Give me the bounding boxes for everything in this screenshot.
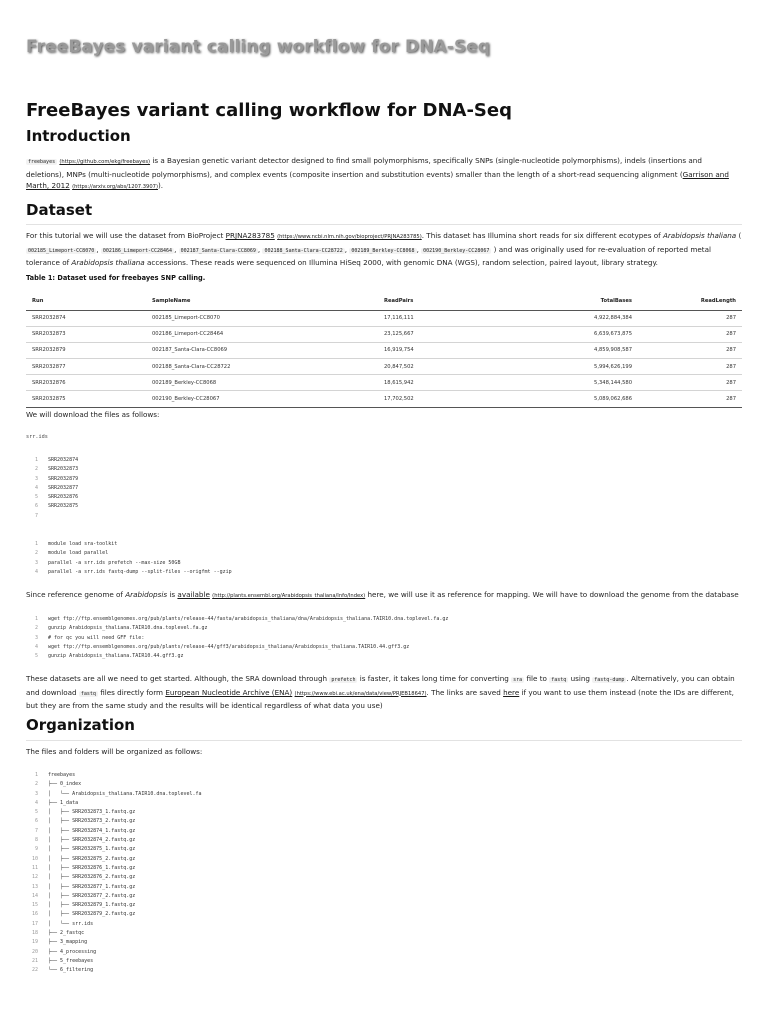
code-line <box>26 780 742 789</box>
dataset-text-1: For this tutorial we will use the dataset from BioProject <box>26 231 226 240</box>
line-number: 2 <box>34 625 38 632</box>
code-line <box>26 836 742 845</box>
code-text: SRR2032879 <box>48 475 79 482</box>
table-header-row <box>26 292 742 310</box>
code-text: freebayes <box>48 772 76 778</box>
code-text: │ └── srr.ids <box>48 920 94 927</box>
notes-paragraph <box>26 673 742 712</box>
srr-code-block[interactable] <box>26 456 742 521</box>
after-text-3: file to <box>524 674 550 683</box>
line-number: 11 <box>31 864 38 871</box>
code-line <box>26 512 742 521</box>
intro-heading: Introduction <box>26 127 131 145</box>
cell-totalbases: 4,922,884,384 <box>508 310 638 326</box>
line-number: 3 <box>34 559 38 566</box>
ena-link[interactable]: European Nucleotide Archive (ENA) <box>165 687 293 697</box>
cell-samplename: 002189_Berkley-CC8068 <box>146 375 378 391</box>
code-line <box>26 493 742 502</box>
code-line <box>26 475 742 484</box>
table-caption: Table 1: Dataset used for freebayes SNP calling. <box>26 274 206 282</box>
after-text-2: is faster, it takes long time for converting <box>357 674 512 683</box>
code-line <box>26 484 742 493</box>
code-line <box>26 817 742 826</box>
cell-readpairs: 17,116,111 <box>378 310 508 326</box>
cell-totalbases: 5,089,062,686 <box>508 391 638 407</box>
ref-text-2: is <box>167 590 178 599</box>
code-text: ├── 1_data <box>48 799 79 806</box>
code-line <box>26 624 742 633</box>
code-text: SRR2032876 <box>48 494 79 501</box>
species-name-2: Arabidopsis thaliana <box>71 258 145 267</box>
ecotype-code-5: 002189_Berkley-CC8068 <box>351 247 415 254</box>
line-number: 10 <box>31 855 38 862</box>
line-number: 4 <box>34 484 38 491</box>
after-text-7: . The links are saved <box>426 687 504 697</box>
code-line <box>26 643 742 652</box>
code-line <box>26 549 742 558</box>
cell-run: SRR2032875 <box>26 391 146 407</box>
line-number: 18 <box>31 930 38 937</box>
cell-totalbases: 5,348,144,580 <box>508 375 638 391</box>
after-text-8: if you want to use them instead (note the IDs are different, but they are from the same study and the results will be identical regardless of what data you use) <box>26 687 734 710</box>
line-number: 19 <box>31 939 38 946</box>
code-text: │ ├── SRR2032875_1.fastq.gz <box>48 846 136 853</box>
after-text-6: files directly form <box>97 687 166 697</box>
code-text: └── 6_filtering <box>48 967 94 974</box>
code-line <box>26 808 742 817</box>
code-text: gunzip Arabidopsis_thaliana.TAIR10.dna.toplevel.fa.gz <box>48 625 208 632</box>
code-text: │ ├── SRR2032874_1.fastq.gz <box>48 827 136 834</box>
line-number: 2 <box>34 466 38 473</box>
code-line <box>26 873 742 882</box>
ref-text-3: here, we will use it as reference for mapping. We will have to download the genome from the database <box>365 590 739 599</box>
ref-species: Arabidopsis <box>125 590 168 599</box>
fastq-code: fastq <box>551 677 567 683</box>
after-text-1: These datasets are all we need to get started. Although, the SRA download through <box>26 674 330 683</box>
page-title: FreeBayes variant calling workflow for DNA-Seq <box>26 100 512 121</box>
code-text: ├── 0_index <box>48 781 82 788</box>
code-line <box>26 957 742 966</box>
table-row <box>26 342 742 358</box>
cell-readpairs: 20,847,502 <box>378 359 508 375</box>
line-number: 20 <box>31 948 38 955</box>
table-row <box>26 359 742 375</box>
code-text: module load sra-toolkit <box>48 541 118 547</box>
code-text: │ ├── SRR2032879_2.fastq.gz <box>48 911 136 918</box>
citation-url-link[interactable]: (https://arxiv.org/abs/1207.3907) <box>72 184 158 190</box>
citation-link[interactable]: Garrison and Marth, 2012 <box>26 169 729 190</box>
line-number: 1 <box>34 457 38 463</box>
code-line <box>26 892 742 901</box>
line-number: 1 <box>34 616 38 622</box>
line-number: 1 <box>34 541 38 547</box>
code-text: │ ├── SRR2032875_2.fastq.gz <box>48 855 136 862</box>
line-number: 4 <box>34 643 38 650</box>
header-run: Run <box>26 292 146 310</box>
intro-paragraph <box>26 155 742 194</box>
cell-samplename: 002187_Santa-Clara-CC8069 <box>146 342 378 358</box>
code-text: parallel -a srr.ids prefetch --max-size 50GB <box>48 559 181 566</box>
code-text: ├── 2_fastqc <box>48 930 85 937</box>
code-text: │ └── Arabidopsis_thaliana.TAIR10.dna.toplevel.fa <box>48 790 202 797</box>
after-text-4: using <box>568 674 593 683</box>
code-text: ├── 5_freebayes <box>48 957 94 964</box>
download-code-block[interactable] <box>26 540 742 577</box>
intro-text-1: is a Bayesian genetic variant detector designed to find small polymorphisms, specifically SNPs (single-nucleotide polymorphisms), indels (insertions and deletions), MNPs (multi-nucleotide polymorphisms), and complex events (composite insertion and substitution events) smaller than the length of a short-read sequencing alignment ( <box>26 156 702 179</box>
code-line <box>26 634 742 643</box>
code-line <box>26 864 742 873</box>
table-row <box>26 375 742 391</box>
line-number: 3 <box>34 475 38 482</box>
line-number: 6 <box>34 818 38 825</box>
code-line <box>26 502 742 511</box>
dataset-paragraph: For this tutorial we will use the dataset from BioProject PRJNA283785 (https://www.ncbi.nlm.nih.gov/bioproject/PRJNA283785). This dataset has Illumina short reads for six different ecotypes of Arabidopsis thaliana ( 002185_Limeport-CC8070 , 002186_Limeport-CC28464 , 002187_Santa-Clara-CC8069 , 002188_Santa-Clara-CC28722 , 002189_Berkley-CC8068 , 002190_Berkley-CC28067 ) and was originally used for re-evaluation of reported metal tolerance of Arabidopsis thaliana accessions. These reads were sequenced on Illumina HiSeq 2000, with genomic DNA (WGS), random selection, paired layout, library strategy. <box>26 231 742 267</box>
dataset-divider <box>26 224 742 225</box>
freebayes-code: freebayes <box>28 159 56 165</box>
cell-readlength: 287 <box>638 326 742 342</box>
ecotype-code-1: 002185_Limeport-CC8070 <box>28 247 95 254</box>
code-text: │ ├── SRR2032874_2.fastq.gz <box>48 837 136 844</box>
cell-readlength: 287 <box>638 375 742 391</box>
available-link[interactable]: available <box>177 590 210 599</box>
code-line <box>26 948 742 957</box>
after-text-5: . Alternatively, you can obtain and download <box>26 674 735 697</box>
cell-totalbases: 4,859,908,587 <box>508 342 638 358</box>
ecotype-code-2: 002186_Limeport-CC28464 <box>102 247 173 254</box>
line-number: 12 <box>31 874 38 881</box>
available-url-link[interactable]: (http://plants.ensembl.org/Arabidopsis_thaliana/Info/Index) <box>212 593 366 599</box>
code-text: │ ├── SRR2032877_2.fastq.gz <box>48 892 136 899</box>
bioproject-link[interactable]: PRJNA283785 <box>225 231 275 240</box>
cell-readpairs: 23,125,667 <box>378 326 508 342</box>
cell-samplename: 002188_Santa-Clara-CC28722 <box>146 359 378 375</box>
dataset-text-3: ) and was originally used for re-evaluation of reported metal tolerance of <box>26 244 711 267</box>
line-number: 5 <box>34 809 38 816</box>
header-readpairs: ReadPairs <box>378 292 508 310</box>
fastq-dump-code: fastq-dump <box>594 677 625 683</box>
line-number: 15 <box>31 902 38 909</box>
code-line <box>26 827 742 836</box>
code-text: │ ├── SRR2032877_1.fastq.gz <box>48 883 136 890</box>
dataset-text-2: . This dataset has Illumina short reads for six different ecotypes of <box>421 231 663 240</box>
dataset-table <box>26 292 742 408</box>
sra-code: sra <box>513 677 523 683</box>
dataset-text-4: accessions. These reads were sequenced on Illumina HiSeq 2000, with genomic DNA (WGS), random selection, paired layout, library strategy. <box>144 258 658 267</box>
code-text: │ ├── SRR2032876_2.fastq.gz <box>48 874 136 881</box>
line-number: 1 <box>34 772 38 778</box>
code-text: wget ftp://ftp.ensemblgenomes.org/pub/plants/release-44/gff3/arabidopsis_thaliana/Arabidopsis_thaliana.TAIR10.44.gff3.gz <box>48 643 410 650</box>
table-row <box>26 310 742 326</box>
code-line <box>26 790 742 799</box>
ena-url-link[interactable]: (https://www.ebi.ac.uk/ena/data/view/PRJEB18647) <box>294 690 427 697</box>
code-line <box>26 845 742 854</box>
code-text: SRR2032877 <box>48 484 79 491</box>
code-line <box>26 920 742 929</box>
code-line <box>26 652 742 661</box>
code-text: ├── 3_mapping <box>48 939 88 946</box>
code-line <box>26 799 742 808</box>
code-line <box>26 559 742 568</box>
cell-samplename: 002185_Limeport-CC8070 <box>146 310 378 326</box>
code-line <box>26 938 742 947</box>
cell-readpairs: 16,919,754 <box>378 342 508 358</box>
cell-readlength: 287 <box>638 359 742 375</box>
line-number: 8 <box>34 837 38 844</box>
code-line <box>26 855 742 864</box>
header-samplename: SampleName <box>146 292 378 310</box>
code-text: module load parallel <box>48 550 109 557</box>
reference-paragraph <box>26 589 742 603</box>
cell-run: SRR2032873 <box>26 326 146 342</box>
cell-readlength: 287 <box>638 391 742 407</box>
line-number: 2 <box>34 550 38 557</box>
species-name: Arabidopsis thaliana <box>662 231 737 240</box>
code-text: wget ftp://ftp.ensemblgenomes.org/pub/plants/release-44/fasta/arabidopsis_thaliana/dna/Arabidopsis_thaliana.TAIR10.dna.toplevel.fa.gz <box>48 616 449 622</box>
code-text: │ ├── SRR2032876_1.fastq.gz <box>48 864 136 871</box>
code-line <box>26 456 742 465</box>
ecotype-code-6: 002190_Berkley-CC28067 <box>423 247 490 254</box>
line-number: 21 <box>31 957 38 964</box>
bioproject-url-link[interactable]: (https://www.ncbi.nlm.nih.gov/bioproject/PRJNA283785) <box>277 234 422 240</box>
table-row <box>26 391 742 407</box>
code-text: # for qc you will need GFF file: <box>48 634 145 641</box>
code-text: SRR2032873 <box>48 466 79 473</box>
cell-samplename: 002186_Limeport-CC28464 <box>146 326 378 342</box>
cell-run: SRR2032877 <box>26 359 146 375</box>
header-totalbases: TotalBases <box>508 292 638 310</box>
cell-run: SRR2032876 <box>26 375 146 391</box>
code-line <box>26 615 742 624</box>
tree-code-block[interactable] <box>26 771 742 976</box>
code-text: │ ├── SRR2032873_2.fastq.gz <box>48 818 136 825</box>
line-number: 22 <box>31 967 38 974</box>
line-number: 6 <box>34 503 38 510</box>
code-text: │ ├── SRR2032873_1.fastq.gz <box>48 809 136 816</box>
cell-totalbases: 5,994,626,199 <box>508 359 638 375</box>
cell-run: SRR2032879 <box>26 342 146 358</box>
cell-readpairs: 18,615,942 <box>378 375 508 391</box>
line-number: 5 <box>34 494 38 501</box>
code-line <box>26 883 742 892</box>
code-line <box>26 966 742 975</box>
line-number: 5 <box>34 653 38 660</box>
code-text: │ ├── SRR2032879_1.fastq.gz <box>48 902 136 909</box>
line-number: 4 <box>34 568 38 575</box>
intro-text-2: ). <box>157 181 164 190</box>
line-number: 7 <box>34 512 38 519</box>
code-line <box>26 901 742 910</box>
cell-readlength: 287 <box>638 342 742 358</box>
line-number: 3 <box>34 790 38 797</box>
line-number: 7 <box>34 827 38 834</box>
dataset-heading: Dataset <box>26 201 93 219</box>
code-line <box>26 465 742 474</box>
cell-samplename: 002190_Berkley-CC28067 <box>146 391 378 407</box>
ecotype-code-4: 002188_Santa-Clara-CC28722 <box>264 247 343 254</box>
code-line <box>26 910 742 919</box>
line-number: 13 <box>31 883 38 890</box>
cell-readlength: 287 <box>638 310 742 326</box>
code-text: SRR2032874 <box>48 457 79 463</box>
fastq-code-2: fastq <box>80 690 96 697</box>
cell-run: SRR2032874 <box>26 310 146 326</box>
prefetch-code: prefetch <box>331 677 356 683</box>
table-row <box>26 326 742 342</box>
line-number: 4 <box>34 799 38 806</box>
line-number: 2 <box>34 781 38 788</box>
code-line <box>26 771 742 780</box>
ref-text-1: Since reference genome of <box>26 590 126 599</box>
header-readlength: ReadLength <box>638 292 742 310</box>
download-text: We will download the files as follows: <box>26 410 160 419</box>
code-line <box>26 540 742 549</box>
cell-readpairs: 17,702,502 <box>378 391 508 407</box>
cell-totalbases: 6,639,673,875 <box>508 326 638 342</box>
srr-filename: srr.ids <box>26 434 48 440</box>
code-text: gunzip Arabidopsis_thaliana.TAIR10.44.gff3.gz <box>48 653 184 660</box>
line-number: 3 <box>34 634 38 641</box>
line-number: 16 <box>31 911 38 918</box>
code-line <box>26 568 742 577</box>
code-text: ├── 4_processing <box>48 948 97 955</box>
line-number: 14 <box>31 892 38 899</box>
here-link[interactable]: here <box>503 687 520 697</box>
line-number: 9 <box>34 846 38 853</box>
code-text: SRR2032875 <box>48 503 79 510</box>
code-text: parallel -a srr.ids fastq-dump --split-files --origfmt --gzip <box>48 568 232 575</box>
organization-heading: Organization <box>26 716 135 734</box>
organization-text: The files and folders will be organized as follows: <box>26 747 203 756</box>
freebayes-link[interactable]: (https://github.com/ekg/freebayes) <box>59 159 151 165</box>
organization-divider <box>26 740 742 741</box>
code-line <box>26 929 742 938</box>
ecotype-code-3: 002187_Santa-Clara-CC8069 <box>180 247 256 254</box>
reference-code-block[interactable] <box>26 615 742 661</box>
line-number: 17 <box>31 920 38 927</box>
banner-title: FreeBayes variant calling workflow for DNA-Seq <box>26 37 491 57</box>
